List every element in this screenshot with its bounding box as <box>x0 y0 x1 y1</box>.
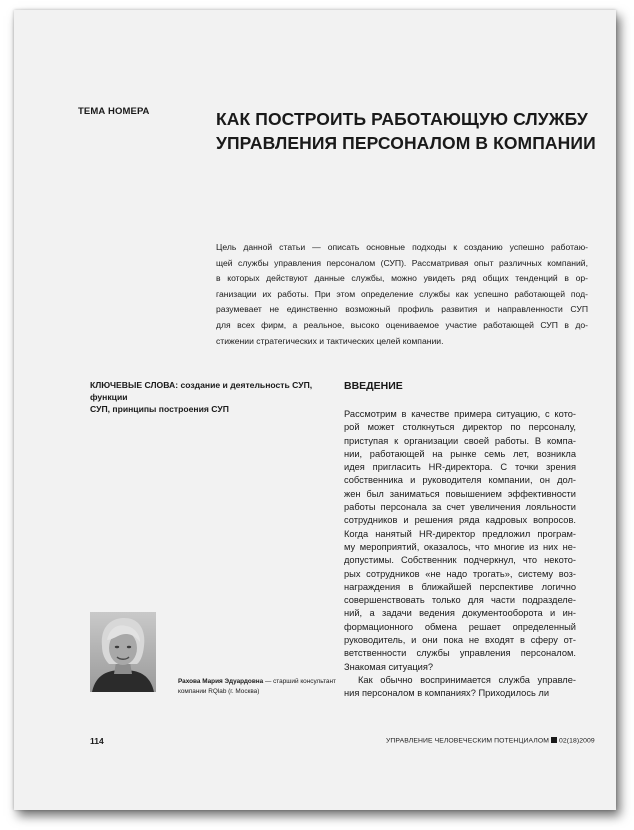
body-line: формационного обмена решает определенный <box>344 621 576 632</box>
section-heading: ВВЕДЕНИЕ <box>344 380 403 392</box>
body-line: ния персоналом в компаниях? Приходилось ли <box>344 688 550 699</box>
body-line: сотрудников и решения ряда кадровых вопросов. <box>344 515 576 526</box>
section-label: ТЕМА НОМЕРА <box>78 106 150 117</box>
body-line: руководитель, и они пока не входят в сферу от- <box>344 635 576 646</box>
body-line: рых сотрудников «не надо трогать», систему воз- <box>344 568 576 579</box>
author-photo <box>90 612 156 692</box>
body-line: награждения в ближайшей перспективе логично <box>344 581 576 592</box>
body-line: жен был заниматься повышением эффективности <box>344 488 576 499</box>
body-line: Знакомая ситуация? <box>344 661 434 672</box>
lead-paragraph <box>216 240 588 349</box>
body-line: собственника и руководителя компании, он дол- <box>344 475 576 486</box>
lead-line: для всех фирм, а реальное, высоко оцениваемое участие работающей СУП в до- <box>216 319 588 330</box>
body-line: допустимы. Собственник подчеркнул, что некото- <box>344 555 576 566</box>
author-caption <box>178 677 336 697</box>
lead-line: стижении стратегических и тактических целей компании. <box>216 335 444 346</box>
body-column <box>344 408 576 701</box>
lead-line: в которых действуют данные службы, можно увидеть ряд общих тенденций в ор- <box>216 273 588 284</box>
journal-footer <box>386 737 595 745</box>
author-company: компании RQlab (г. Москва) <box>178 688 260 695</box>
keywords-text: создание и деятельность СУП, функции <box>90 380 313 402</box>
lead-line: щей службы управления персоналом (СУП). Рассматривая опыт различных компаний, <box>216 257 588 268</box>
body-line: идея пригласить HR-директора. С точки зрения <box>344 462 576 473</box>
keywords-label: КЛЮЧЕВЫЕ СЛОВА: <box>90 380 179 390</box>
keywords-block <box>90 379 320 415</box>
square-bullet-icon <box>551 737 557 743</box>
body-line: рой может столкнуться директор по персоналу, <box>344 422 576 433</box>
journal-name: УПРАВЛЕНИЕ ЧЕЛОВЕЧЕСКИМ ПОТЕНЦИАЛОМ <box>386 737 549 745</box>
body-line: му мероприятий, оказалось, что многие из них не- <box>344 541 576 552</box>
lead-line: ганизации их работы. При этом определение службы как успешно работающей под- <box>216 288 588 299</box>
lead-line: разумевает не единственно возможный профиль развития и направленности СУП <box>216 304 588 315</box>
body-line: работы персонала за счет увеличения лояльности <box>344 502 576 513</box>
body-line: Рассмотрим в качестве примера ситуацию, с кото- <box>344 409 576 419</box>
body-line: совершенствовать только для части подразделе- <box>344 595 576 606</box>
lead-line: Цель данной статьи — описать основные подходы к созданию успешно работаю- <box>216 242 588 252</box>
page-number: 114 <box>90 736 104 746</box>
body-line: приступая к организации своей работы. В компа- <box>344 435 576 446</box>
title-line: УПРАВЛЕНИЯ ПЕРСОНАЛОМ В КОМПАНИИ <box>216 133 596 153</box>
keywords-text: СУП, принципы построения СУП <box>90 404 229 414</box>
body-line: Когда нанятый HR-директор предложил програм- <box>344 528 576 539</box>
body-line: ний, а задачи ведения документооборота и ин- <box>344 608 576 619</box>
author-role: — старший консультант <box>263 678 336 685</box>
journal-issue: 02(18)2009 <box>559 737 595 745</box>
author-name: Рахова Мария Эдуардовна <box>178 678 264 685</box>
body-line: нии, работающей на рынке семь лет, возникла <box>344 448 576 459</box>
body-line: ветственности службы управления персоналом. <box>344 648 576 659</box>
article-title <box>216 107 596 155</box>
body-line: Как обычно воспринимается служба управле- <box>358 674 576 685</box>
title-line: КАК ПОСТРОИТЬ РАБОТАЮЩУЮ СЛУЖБУ <box>216 109 588 129</box>
